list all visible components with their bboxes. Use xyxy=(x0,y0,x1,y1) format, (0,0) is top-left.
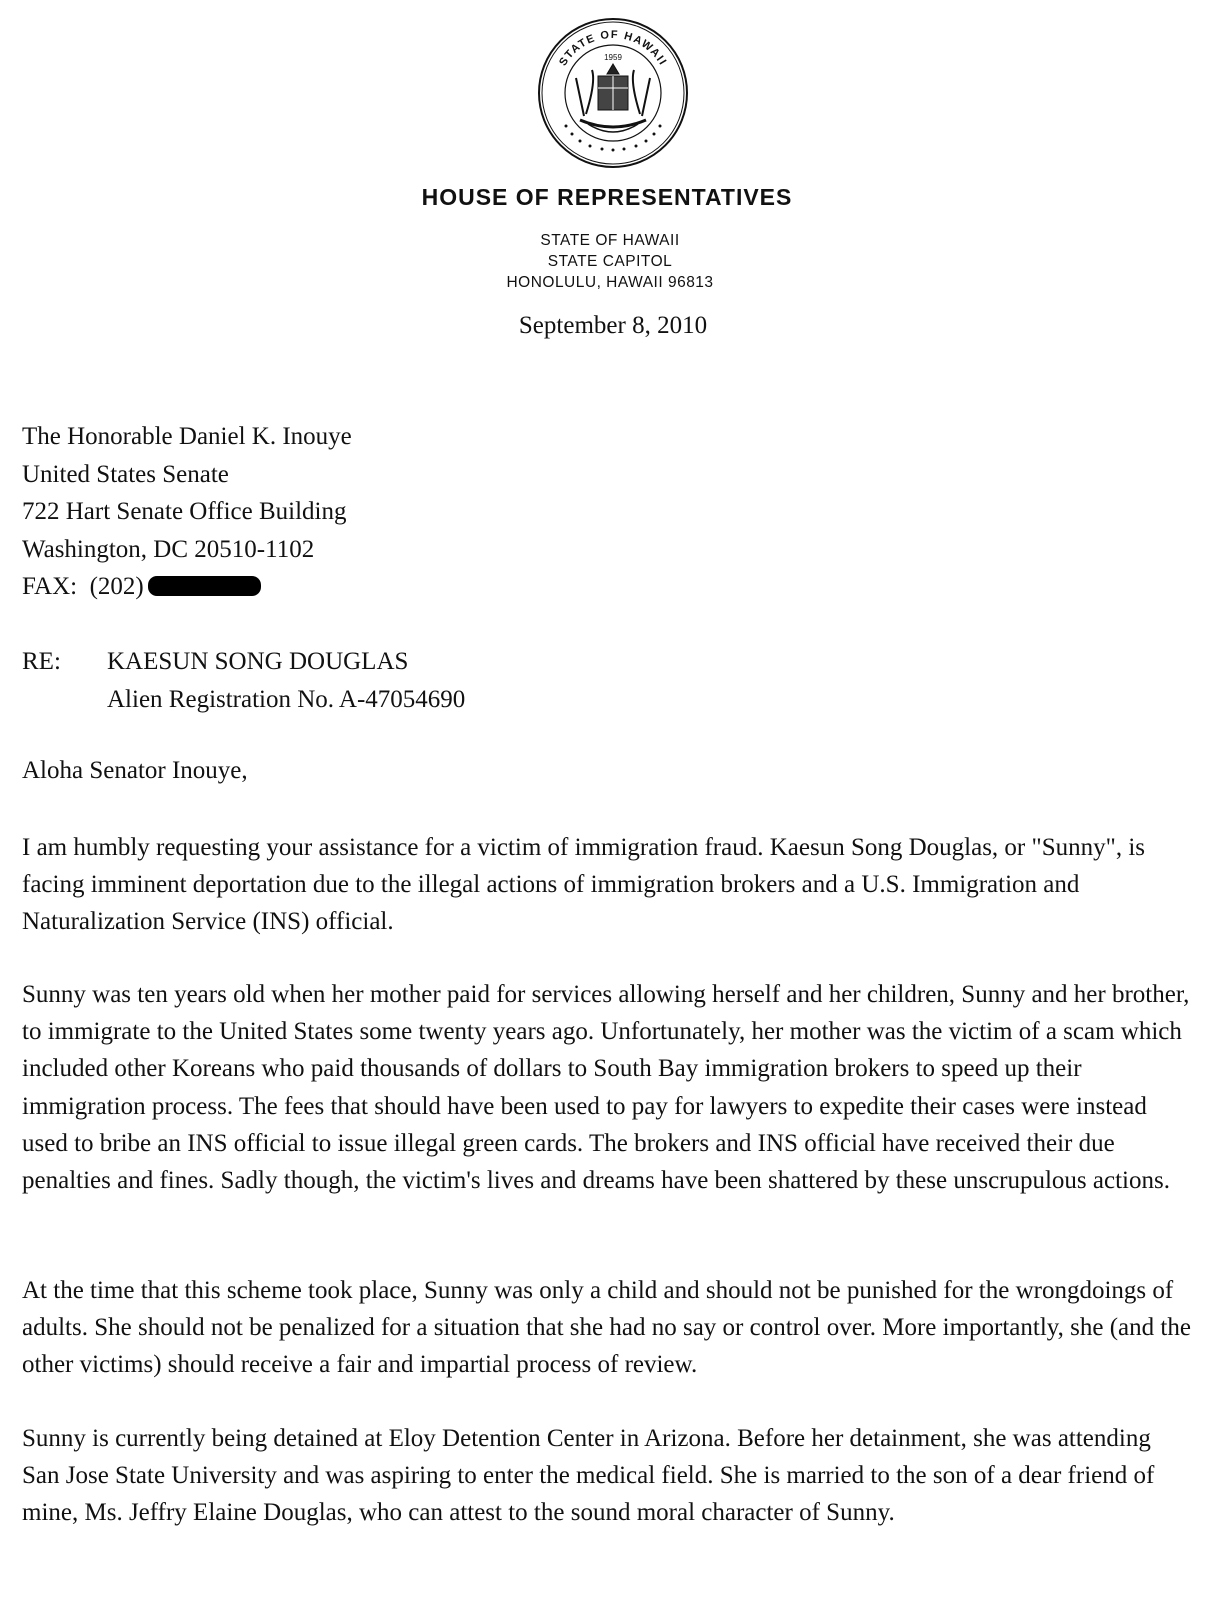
greeting: Aloha Senator Inouye, xyxy=(22,757,248,784)
recipient-org: United States Senate xyxy=(22,460,229,488)
re-block xyxy=(22,643,465,718)
address-line: HONOLULU, HAWAII 96813 xyxy=(506,274,714,291)
recipient-fax xyxy=(22,568,352,606)
address-line: STATE CAPITOL xyxy=(547,253,673,270)
fax-area-code: (202) xyxy=(89,573,144,600)
body-paragraph: At the time that this scheme took place, Sunny was only a child and should not be punished for the wrongdoings of adults. She should not be penalized for a situation that she had no say or control over. More importantly, she (and the other victims) should receive a fair and impartial process of review. xyxy=(22,1277,1191,1379)
re-subject-name: KAESUN SONG DOUGLAS xyxy=(107,648,409,675)
recipient-street: 722 Hart Senate Office Building xyxy=(22,498,347,525)
svg-text:1959: 1959 xyxy=(604,53,622,62)
recipient-block xyxy=(22,418,352,606)
letterhead-title: HOUSE OF REPRESENTATIVES xyxy=(421,184,793,210)
recipient-city: Washington, DC 20510-1102 xyxy=(22,535,315,563)
body-paragraph: Sunny was ten years old when her mother paid for services allowing herself and her children, Sunny and her brother, to immigrate to the United States some twenty years ago. Unfortunately, her mother was the victim of a scam which included other Koreans who paid thousands of dollars to South Bay immigration brokers to speed up their immigration process. The fees that should have been used to pay for lawyers to expedite their cases were instead used to bribe an INS official to issue illegal green cards. The brokers and INS official have received their due penalties and fines. Sadly though, the victim's lives and dreams have been shattered by these unscrupulous actions. xyxy=(22,981,1190,1195)
body-paragraph: Sunny is currently being detained at Eloy Detention Center in Arizona. Before her detainment, she was attending San Jose State University and was aspiring to enter the medical field. She is married to the son of a dear friend of mine, Ms. Jeffry Elaine Douglas, who can attest to the sound moral character of Sunny. xyxy=(22,1425,1155,1527)
svg-text:STATE OF HAWAII: STATE OF HAWAII xyxy=(557,28,670,69)
address-line: STATE OF HAWAII xyxy=(540,232,680,249)
recipient-name: The Honorable Daniel K. Inouye xyxy=(22,423,352,450)
letter-date: September 8, 2010 xyxy=(518,312,708,339)
letterhead-address xyxy=(380,230,840,293)
body-paragraph: I am humbly requesting your assistance for a victim of immigration fraud. Kaesun Song Douglas, or "Sunny", is facing imminent deportation due to the illegal actions of immigration brokers and a U.S. Immigration and Naturalization Service (INS) official. xyxy=(22,834,1145,936)
state-seal-icon xyxy=(536,16,690,170)
re-registration-number: Alien Registration No. A-47054690 xyxy=(107,685,466,713)
re-label: RE: xyxy=(22,648,61,675)
fax-label: FAX: xyxy=(22,573,78,600)
redaction-mark xyxy=(148,576,261,596)
